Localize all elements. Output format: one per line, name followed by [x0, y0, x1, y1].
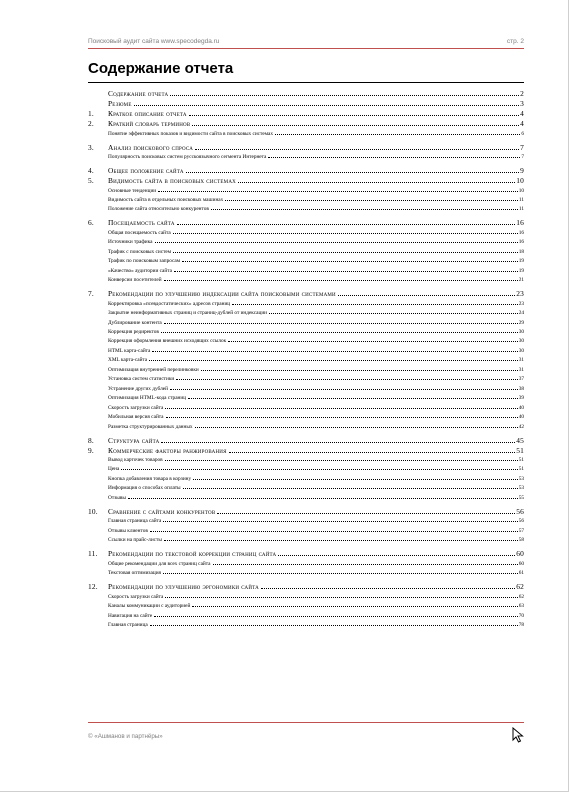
toc-entry-number: 2. — [88, 119, 94, 128]
toc-entry-title: Главная страница — [108, 622, 148, 628]
toc-page-number: 55 — [518, 494, 524, 501]
toc-entry-title: Кнопка добавления товара в корзину — [108, 475, 192, 482]
header-page-number: стр. 2 — [506, 38, 524, 45]
toc-dot-leader — [163, 521, 517, 522]
toc-dot-leader — [188, 398, 518, 399]
toc-entry[interactable] — [88, 218, 524, 227]
toc-page-number: 53 — [518, 485, 524, 492]
toc-page-number: 19 — [518, 267, 524, 274]
toc-dot-leader — [278, 555, 515, 556]
toc-dot-leader — [155, 242, 518, 243]
toc-entry-title: Вывод карточек товаров — [108, 457, 163, 463]
toc-dot-leader — [201, 370, 518, 371]
toc-dot-leader — [164, 280, 518, 281]
toc-dot-leader — [232, 304, 518, 305]
toc-entry-title: Источники трафика — [108, 239, 153, 246]
toc-subentry[interactable] — [88, 154, 524, 160]
toc-dot-leader — [163, 573, 518, 574]
toc-page-number: 19 — [518, 258, 524, 265]
toc-entry-title: Сравнение с сайтами конкурентов — [108, 506, 216, 516]
toc-subentry[interactable] — [88, 405, 524, 411]
toc-dot-leader — [128, 498, 518, 499]
toc-page-number: 23 — [518, 300, 524, 307]
toc-entry-title: Резюме — [108, 99, 132, 108]
toc-subentry[interactable] — [88, 131, 524, 137]
toc-subentry[interactable] — [88, 424, 524, 430]
toc-dot-leader — [192, 125, 519, 126]
toc-subentry[interactable] — [88, 594, 524, 600]
toc-page-number: 31 — [518, 357, 524, 364]
toc-page-number: 63 — [518, 603, 524, 610]
toc-dot-leader — [275, 134, 520, 135]
toc-entry-title: Устранение других дублей — [108, 385, 168, 392]
toc-entry-number: 5. — [88, 176, 94, 185]
toc-dot-leader — [173, 233, 518, 234]
toc-subentry[interactable] — [88, 188, 524, 194]
toc-dot-leader — [217, 513, 515, 514]
toc-entry-title: Установка систем статистики — [108, 376, 175, 383]
toc-dot-leader — [166, 417, 518, 418]
toc-page-number: 60 — [518, 560, 524, 567]
toc-dot-leader — [170, 389, 518, 390]
toc-dot-leader — [154, 616, 517, 617]
toc-entry-title: Общее положение сайта — [108, 166, 184, 175]
toc-entry-title: Информация о способах оплаты — [108, 485, 181, 492]
toc-entry-title: Трафик по поисковым запросам — [108, 258, 181, 265]
toc-subentry[interactable] — [88, 457, 524, 463]
page-footer: © «Ашманов и партнёры» — [88, 733, 163, 740]
toc-dot-leader — [176, 379, 517, 380]
toc-entry-title: Рекомендации по улучшению эргономики сайта — [108, 582, 259, 592]
toc-entry-title: Скорость загрузки сайта — [108, 404, 164, 411]
toc-entry-number: 6. — [88, 218, 94, 228]
toc-page-number: 62 — [516, 582, 524, 592]
toc-page-number: 51 — [518, 466, 524, 473]
toc-dot-leader — [174, 271, 518, 272]
toc-dot-leader — [238, 182, 515, 183]
toc-page-number: 24 — [518, 310, 524, 317]
toc-subentry[interactable] — [88, 414, 524, 420]
toc-page-number: 53 — [518, 475, 524, 482]
toc-dot-leader — [195, 427, 518, 428]
toc-entry-title: Дублирование контента — [108, 319, 162, 326]
toc-entry[interactable] — [88, 166, 524, 175]
toc-dot-leader — [165, 597, 517, 598]
toc-entry-title: Навигация на сайте — [108, 612, 153, 619]
toc-subentry[interactable] — [88, 338, 524, 344]
toc-dot-leader — [149, 360, 518, 361]
toc-entry[interactable] — [88, 446, 524, 455]
toc-entry[interactable] — [88, 507, 524, 516]
toc-page-number: 21 — [518, 277, 524, 284]
toc-page-number: 62 — [518, 593, 524, 600]
toc-page-number: 6 — [521, 130, 524, 137]
toc-subentry[interactable] — [88, 206, 524, 212]
mouse-pointer-icon — [512, 727, 524, 748]
toc-subentry[interactable] — [88, 485, 524, 491]
toc-entry-title: Посещаемость сайта — [108, 218, 175, 228]
toc-dot-leader — [213, 564, 518, 565]
toc-page-number: 56 — [516, 506, 524, 516]
toc-dot-leader — [150, 531, 518, 532]
toc-page-number: 7 — [520, 142, 524, 152]
toc-entry-title: Мобильная версия сайта — [108, 414, 164, 421]
toc-entry-title: Понятие эффективных показов и видимости сайта в поисковых системах — [108, 130, 274, 137]
toc-dot-leader — [183, 488, 518, 489]
toc-page-number: 3 — [520, 99, 524, 108]
toc-subentry[interactable] — [88, 495, 524, 501]
toc-subentry[interactable] — [88, 329, 524, 335]
toc-subentry[interactable] — [88, 310, 524, 316]
toc-subentry[interactable] — [88, 357, 524, 363]
toc-dot-leader — [225, 200, 518, 201]
toc-page-number: 45 — [516, 435, 524, 445]
toc-entry[interactable] — [88, 289, 524, 298]
toc-page-number: 7 — [521, 154, 524, 160]
toc-dot-leader — [189, 115, 519, 116]
toc-page-number: 40 — [518, 414, 524, 421]
toc-entry-title: Закрытие неинформативных страниц и страниц-дублей от индексации — [108, 310, 268, 317]
toc-entry-title: Видимость сайта в отдельных поисковых машинах — [108, 196, 224, 203]
toc-page-number: 31 — [518, 366, 524, 373]
toc-entry-title: Краткий словарь терминов — [108, 119, 191, 128]
toc-entry-title: Коррекция редиректов — [108, 329, 159, 335]
toc-subentry[interactable] — [88, 320, 524, 326]
toc-entry-title: Скорость загрузки сайта — [108, 593, 164, 600]
toc-page-number: 78 — [518, 622, 524, 628]
toc-page-number: 56 — [518, 518, 524, 525]
toc-page-number: 4 — [520, 119, 524, 128]
toc-dot-leader — [269, 313, 518, 314]
toc-subentry[interactable] — [88, 603, 524, 609]
toc-entry-title: Коммерческие факторы ранжирования — [108, 445, 227, 455]
toc-entry[interactable] — [88, 119, 524, 128]
toc-page-number: 51 — [518, 457, 524, 463]
toc-dot-leader — [150, 625, 518, 626]
toc-page-number: 11 — [518, 196, 524, 203]
toc-dot-leader — [195, 149, 519, 150]
toc-page-number: 70 — [518, 612, 524, 619]
toc-page-number: 42 — [518, 423, 524, 430]
toc-dot-leader — [211, 209, 518, 210]
toc-subentry[interactable] — [88, 268, 524, 274]
toc-entry-number: 9. — [88, 445, 94, 455]
toc-subentry[interactable] — [88, 395, 524, 401]
toc-page-number: 30 — [518, 347, 524, 354]
toc-entry-title: Текстовая оптимизация — [108, 570, 161, 577]
toc-entry-title: Цена — [108, 466, 120, 473]
toc-entry[interactable] — [88, 549, 524, 558]
toc-entry-title: Отзывы клиентов — [108, 527, 148, 534]
toc-dot-leader — [192, 606, 517, 607]
toc-dot-leader — [261, 588, 515, 589]
toc-entry-number: 7. — [88, 289, 94, 299]
toc-subentry[interactable] — [88, 528, 524, 534]
toc-dot-leader — [228, 341, 517, 342]
toc-entry[interactable] — [88, 89, 524, 98]
toc-subentry[interactable] — [88, 230, 524, 236]
toc-page-number: 40 — [518, 404, 524, 411]
toc-page-number: 11 — [518, 206, 524, 213]
toc-page-number: 58 — [518, 537, 524, 544]
toc-subentry[interactable] — [88, 301, 524, 307]
toc-dot-leader — [165, 460, 518, 461]
page-header — [88, 38, 524, 49]
toc-entry-number: 11. — [88, 549, 98, 559]
toc-subentry[interactable] — [88, 239, 524, 245]
toc-dot-leader — [193, 479, 518, 480]
toc-entry-title: XML карта-сайта — [108, 357, 148, 364]
toc-entry-title: Рекомендации по текстовой коррекции страниц сайта — [108, 549, 277, 559]
toc-entry[interactable] — [88, 99, 524, 108]
toc-entry-number: 8. — [88, 435, 94, 445]
toc-entry-title: Положение сайта относительно конкурентов — [108, 206, 209, 213]
toc-subentry[interactable] — [88, 570, 524, 576]
toc-dot-leader — [170, 95, 519, 96]
toc-dot-leader — [121, 469, 517, 470]
toc-dot-leader — [182, 261, 518, 262]
toc-entry-title: «Качество» аудитории сайта — [108, 267, 172, 274]
toc-page-number: 51 — [516, 445, 524, 455]
toc-dot-leader — [229, 452, 516, 453]
toc-subentry[interactable] — [88, 277, 524, 283]
toc-entry-number: 1. — [88, 109, 94, 118]
toc-entry-title: Общая посещаемость сайта — [108, 229, 171, 236]
toc-page-number: 18 — [518, 248, 524, 255]
toc-entry-title: Рекомендации по улучшению индексации сайта поисковыми системами — [108, 289, 336, 299]
toc-subentry[interactable] — [88, 518, 524, 524]
toc-page-number: 16 — [518, 239, 524, 246]
toc-subentry[interactable] — [88, 476, 524, 482]
toc-entry-title: Популярность поисковых систем русскоязычного сегмента Интернета — [108, 154, 267, 160]
toc-subentry[interactable] — [88, 376, 524, 382]
toc-page-number: 2 — [520, 89, 524, 98]
toc-page-number: 10 — [516, 176, 524, 185]
toc-entry-title: Разметка структурированных данных — [108, 423, 193, 430]
toc-entry-number: 12. — [88, 582, 98, 592]
toc-subentry[interactable] — [88, 258, 524, 264]
toc-dot-leader — [173, 252, 518, 253]
toc-page-number: 61 — [518, 570, 524, 577]
title-underline — [88, 82, 524, 83]
toc-dot-leader — [161, 332, 518, 333]
toc-entry-title: HTML карта-сайта — [108, 347, 151, 354]
toc-subentry[interactable] — [88, 613, 524, 619]
toc-entry-title: Ссылки на прайс-листы — [108, 537, 162, 544]
toc-subentry[interactable] — [88, 348, 524, 354]
toc-entry-title: Главная страница сайта — [108, 518, 162, 525]
toc-page-number: 57 — [518, 527, 524, 534]
footer-rule — [88, 722, 524, 723]
toc-page-number: 30 — [518, 329, 524, 335]
toc-entry-title: Оптимизация внутренней перелинковки — [108, 366, 199, 373]
toc-page-number: 10 — [518, 187, 524, 194]
toc-dot-leader — [152, 351, 517, 352]
toc-entry[interactable] — [88, 176, 524, 185]
toc-subentry[interactable] — [88, 197, 524, 203]
toc-page-number: 16 — [516, 218, 524, 228]
page-title: Содержание отчета — [88, 60, 234, 77]
toc-page-number: 9 — [520, 166, 524, 175]
toc-dot-leader — [161, 442, 515, 443]
toc-subentry[interactable] — [88, 537, 524, 543]
toc-entry[interactable] — [88, 109, 524, 118]
toc-page-number: 30 — [518, 338, 524, 345]
toc-entry-title: Структура сайта — [108, 435, 160, 445]
toc-entry[interactable] — [88, 143, 524, 152]
toc-dot-leader — [177, 224, 516, 225]
toc-entry[interactable] — [88, 436, 524, 445]
toc-page-number: 37 — [518, 376, 524, 383]
toc-entry-title: Анализ поискового спроса — [108, 142, 194, 152]
toc-entry-title: Основные тенденции — [108, 187, 157, 194]
toc-dot-leader — [164, 323, 518, 324]
toc-subentry[interactable] — [88, 466, 524, 472]
toc-page-number: 39 — [518, 395, 524, 402]
toc-dot-leader — [186, 172, 519, 173]
toc-entry-title: Трафик с поисковых систем — [108, 248, 172, 255]
toc-page-number: 60 — [516, 549, 524, 559]
toc-dot-leader — [268, 157, 520, 158]
toc-entry[interactable] — [88, 582, 524, 591]
toc-subentry[interactable] — [88, 367, 524, 373]
toc-page-number: 16 — [518, 229, 524, 236]
toc-entry-title: Отзывы — [108, 494, 126, 501]
toc-subentry[interactable] — [88, 622, 524, 628]
toc-subentry[interactable] — [88, 561, 524, 567]
toc-entry-title: Конверсии посетителей — [108, 277, 162, 284]
toc-page-number: 29 — [518, 319, 524, 326]
toc-page-number: 23 — [516, 289, 524, 299]
toc-entry-title: Видимость сайта в поисковых системах — [108, 176, 236, 185]
toc-entry-number: 10. — [88, 506, 98, 516]
toc-dot-leader — [164, 540, 518, 541]
toc-dot-leader — [165, 408, 517, 409]
toc-entry-title: Корректировка «псевдостатических» адресов страниц — [108, 300, 231, 307]
toc-entry-number: 3. — [88, 142, 94, 152]
toc-entry-title: Оптимизация HTML-кода страниц — [108, 395, 187, 402]
toc-entry-title: Каналы коммуникации с аудиторией — [108, 603, 191, 610]
toc-page-number: 4 — [520, 109, 524, 118]
toc-dot-leader — [134, 105, 520, 106]
toc-entry-title: Коррекция оформления внешних исходящих ссылок — [108, 338, 227, 345]
toc-entry-title: Краткое описание отчета — [108, 109, 187, 118]
header-site-title: Поисковый аудит сайта www.specodegda.ru — [88, 38, 220, 45]
toc-subentry[interactable] — [88, 249, 524, 255]
toc-page-number: 38 — [518, 385, 524, 392]
toc-subentry[interactable] — [88, 386, 524, 392]
toc-entry-title: Содержание отчета — [108, 89, 169, 98]
toc-dot-leader — [158, 191, 518, 192]
toc-entry-number: 4. — [88, 166, 94, 175]
toc-entry-title: Общие рекомендации для всех страниц сайта — [108, 560, 211, 567]
toc-dot-leader — [338, 295, 515, 296]
